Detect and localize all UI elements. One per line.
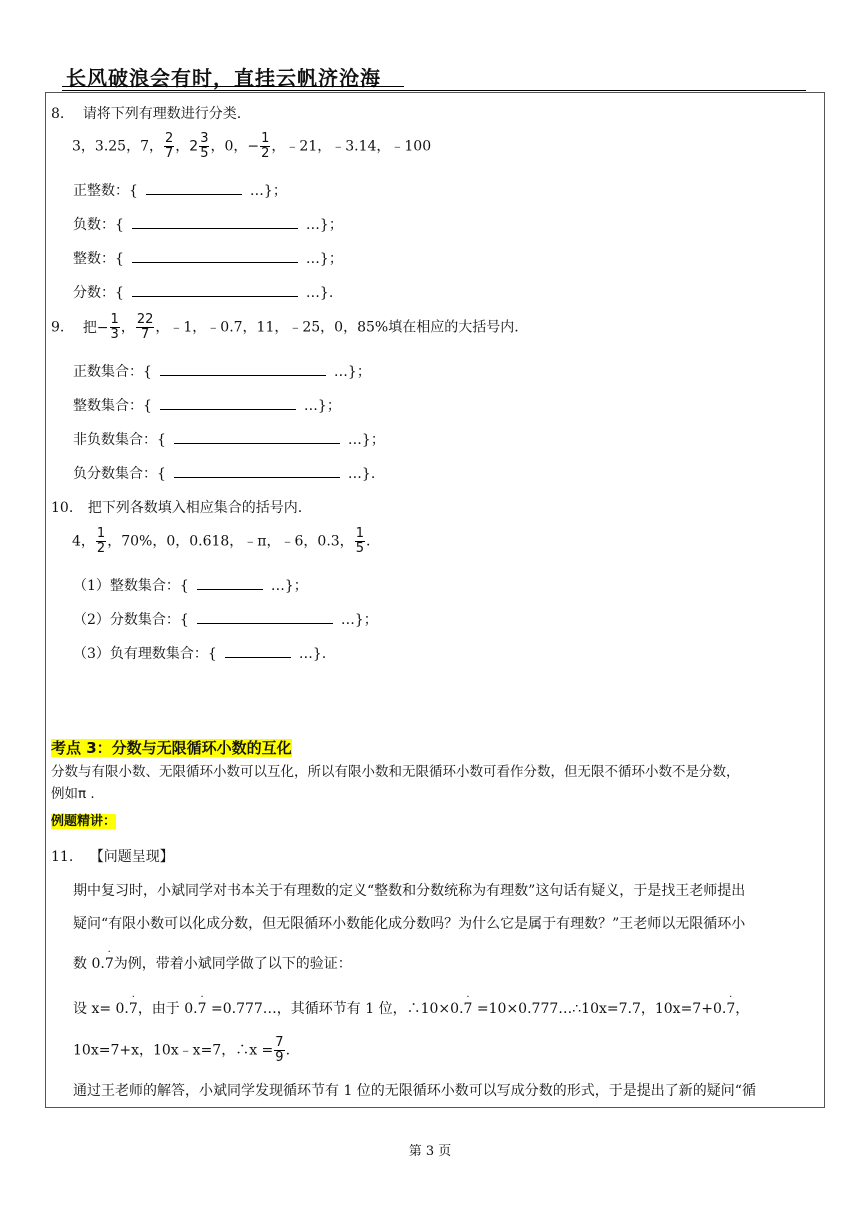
answer-blank[interactable] [160,362,326,376]
q11-paragraph-4: 设 x= 0.· 7，由于 0.· 7 =0.777…，其循环节有 1 位，∴10×0.· 7 =10×0.777…∴10x=7.7，10x=7+0.· 7， [73,998,749,1018]
q11-heading: 【问题呈现】 [89,849,174,865]
q9-row-integers: 整数集合：{ …}； [73,398,341,414]
q11-stem [51,846,174,866]
q8-row-integers: 整数：{ …}； [73,251,343,267]
page-footer: 第 3 页 [408,1144,452,1159]
q8-list-part: ，﹣21，﹣3.14，﹣100 [271,138,432,155]
q8-list-part: 3，3.25，7， [72,138,163,155]
answer-blank[interactable] [132,283,298,297]
repeating-digit: · 7 [105,956,114,972]
section-paragraph-cont: 例如π . [51,786,95,802]
repeating-digit: · 7 [129,1001,138,1017]
answer-blank[interactable] [132,249,298,263]
header-underline-short [62,86,404,87]
q8-number-list: 3，3.25，7， $\frac{2}{7}$ ，2 $\frac{3}{5}$ ，0，− $\frac{1}{2}$ ，﹣21，﹣3.14，﹣100 [72,131,432,161]
q10-row-negative-rationals: （3）负有理数集合：{ …}. [73,646,327,662]
q8-fraction-1-2: $\frac{1}{2}$ [261,131,270,161]
example-label: 例题精讲： [51,814,117,829]
q11-paragraph-6: 通过王老师的解答，小斌同学发现循环节有 1 位的无限循环小数可以写成分数的形式，于是提出了新的疑问“循 [73,1083,756,1099]
q8-mixed-integer: 2 [189,138,199,155]
answer-blank[interactable] [132,215,298,229]
q10-stem [51,497,302,517]
q8-text: 请将下列有理数进行分类. [82,106,242,122]
q10-row-integers: （1）整数集合：{ …}； [73,578,308,594]
q10-fraction-1-5: $\frac{1}{5}$ [355,526,364,556]
header-title: 长风破浪会有时，直挂云帆济沧海 [66,66,381,90]
q8-number: 8. [51,106,65,122]
q10-list-part: ，70%，0，0.618，﹣π，﹣6，0.3， [107,533,354,550]
q8-row-fractions: 分数：{ …}. [73,285,334,301]
repeating-digit: · 7 [726,1001,735,1017]
section-title: 考点 3：分数与无限循环小数的互化 [51,739,292,757]
q8-fraction-2-7: $\frac{2}{7}$ [165,131,174,161]
q11-paragraph-3: 数 0.· 7为例，带着小斌同学做了以下的验证： [73,953,352,973]
answer-blank[interactable] [197,576,263,590]
q10-row-fractions: （2）分数集合：{ …}； [73,612,378,628]
q10-text: 把下列各数填入相应集合的括号内. [87,500,303,516]
q10-number-list: 4， $\frac{1}{2}$ ，70%，0，0.618，﹣π，﹣6，0.3， $\frac{1}{5}$ . [72,526,371,556]
q11-paragraph-1: 期中复习时，小斌同学对书本关于有理数的定义“整数和分数统称为有理数”这句话有疑义，于是找王老师提出 [73,883,746,899]
repeating-digit: · 7 [198,1001,207,1017]
q8-row-negatives: 负数：{ …}； [73,217,343,233]
answer-blank[interactable] [174,430,340,444]
q9-row-negative-fractions: 负分数集合：{ …}. [73,466,376,482]
q9-stem: 9. 把− $\frac{1}{3}$ ， $\frac{22}{7}$ ，﹣1，﹣0.7，11，﹣25，0，85%填在相应的大括号内. [51,312,519,342]
q9-fraction-22-7: $\frac{22}{7}$ [136,312,154,342]
section-paragraph: 分数与有限小数、无限循环小数可以互化，所以有限小数和无限循环小数可看作分数，但无限不循环小数不是分数， [51,764,740,780]
q10-number: 10. [51,500,74,516]
answer-blank[interactable] [160,396,296,410]
q8-fraction-3-5: $\frac{3}{5}$ [200,131,209,161]
answer-blank[interactable] [197,610,333,624]
q11-fraction-7-9: $\frac{7}{9}$ [275,1035,284,1065]
q11-paragraph-2: 疑问“有限小数可以化成分数，但无限循环小数能化成分数吗？为什么它是属于有理数？”王老师以无限循环小 [73,916,746,932]
q10-fraction-1-2: $\frac{1}{2}$ [96,526,106,556]
q9-row-nonnegatives: 非负数集合：{ …}； [73,432,385,448]
answer-blank[interactable] [146,181,242,195]
q8-row-positive-integers: 正整数：{ …}； [73,183,287,199]
q9-row-positives: 正数集合：{ …}； [73,364,371,380]
repeating-digit: · 7 [464,1001,473,1017]
answer-blank[interactable] [174,464,340,478]
q8-stem [51,103,241,123]
q11-number: 11. [51,849,74,865]
q9-text: ，﹣1，﹣0.7，11，﹣25，0，85%填在相应的大括号内. [155,319,519,336]
q11-paragraph-5: 10x=7+x，10x﹣x=7，∴x = $\frac{7}{9}$ . [73,1035,291,1065]
header-underline [62,90,806,91]
answer-blank[interactable] [225,644,291,658]
q9-number: 9. [51,319,65,336]
q9-fraction-1-3: $\frac{1}{3}$ [110,312,119,342]
